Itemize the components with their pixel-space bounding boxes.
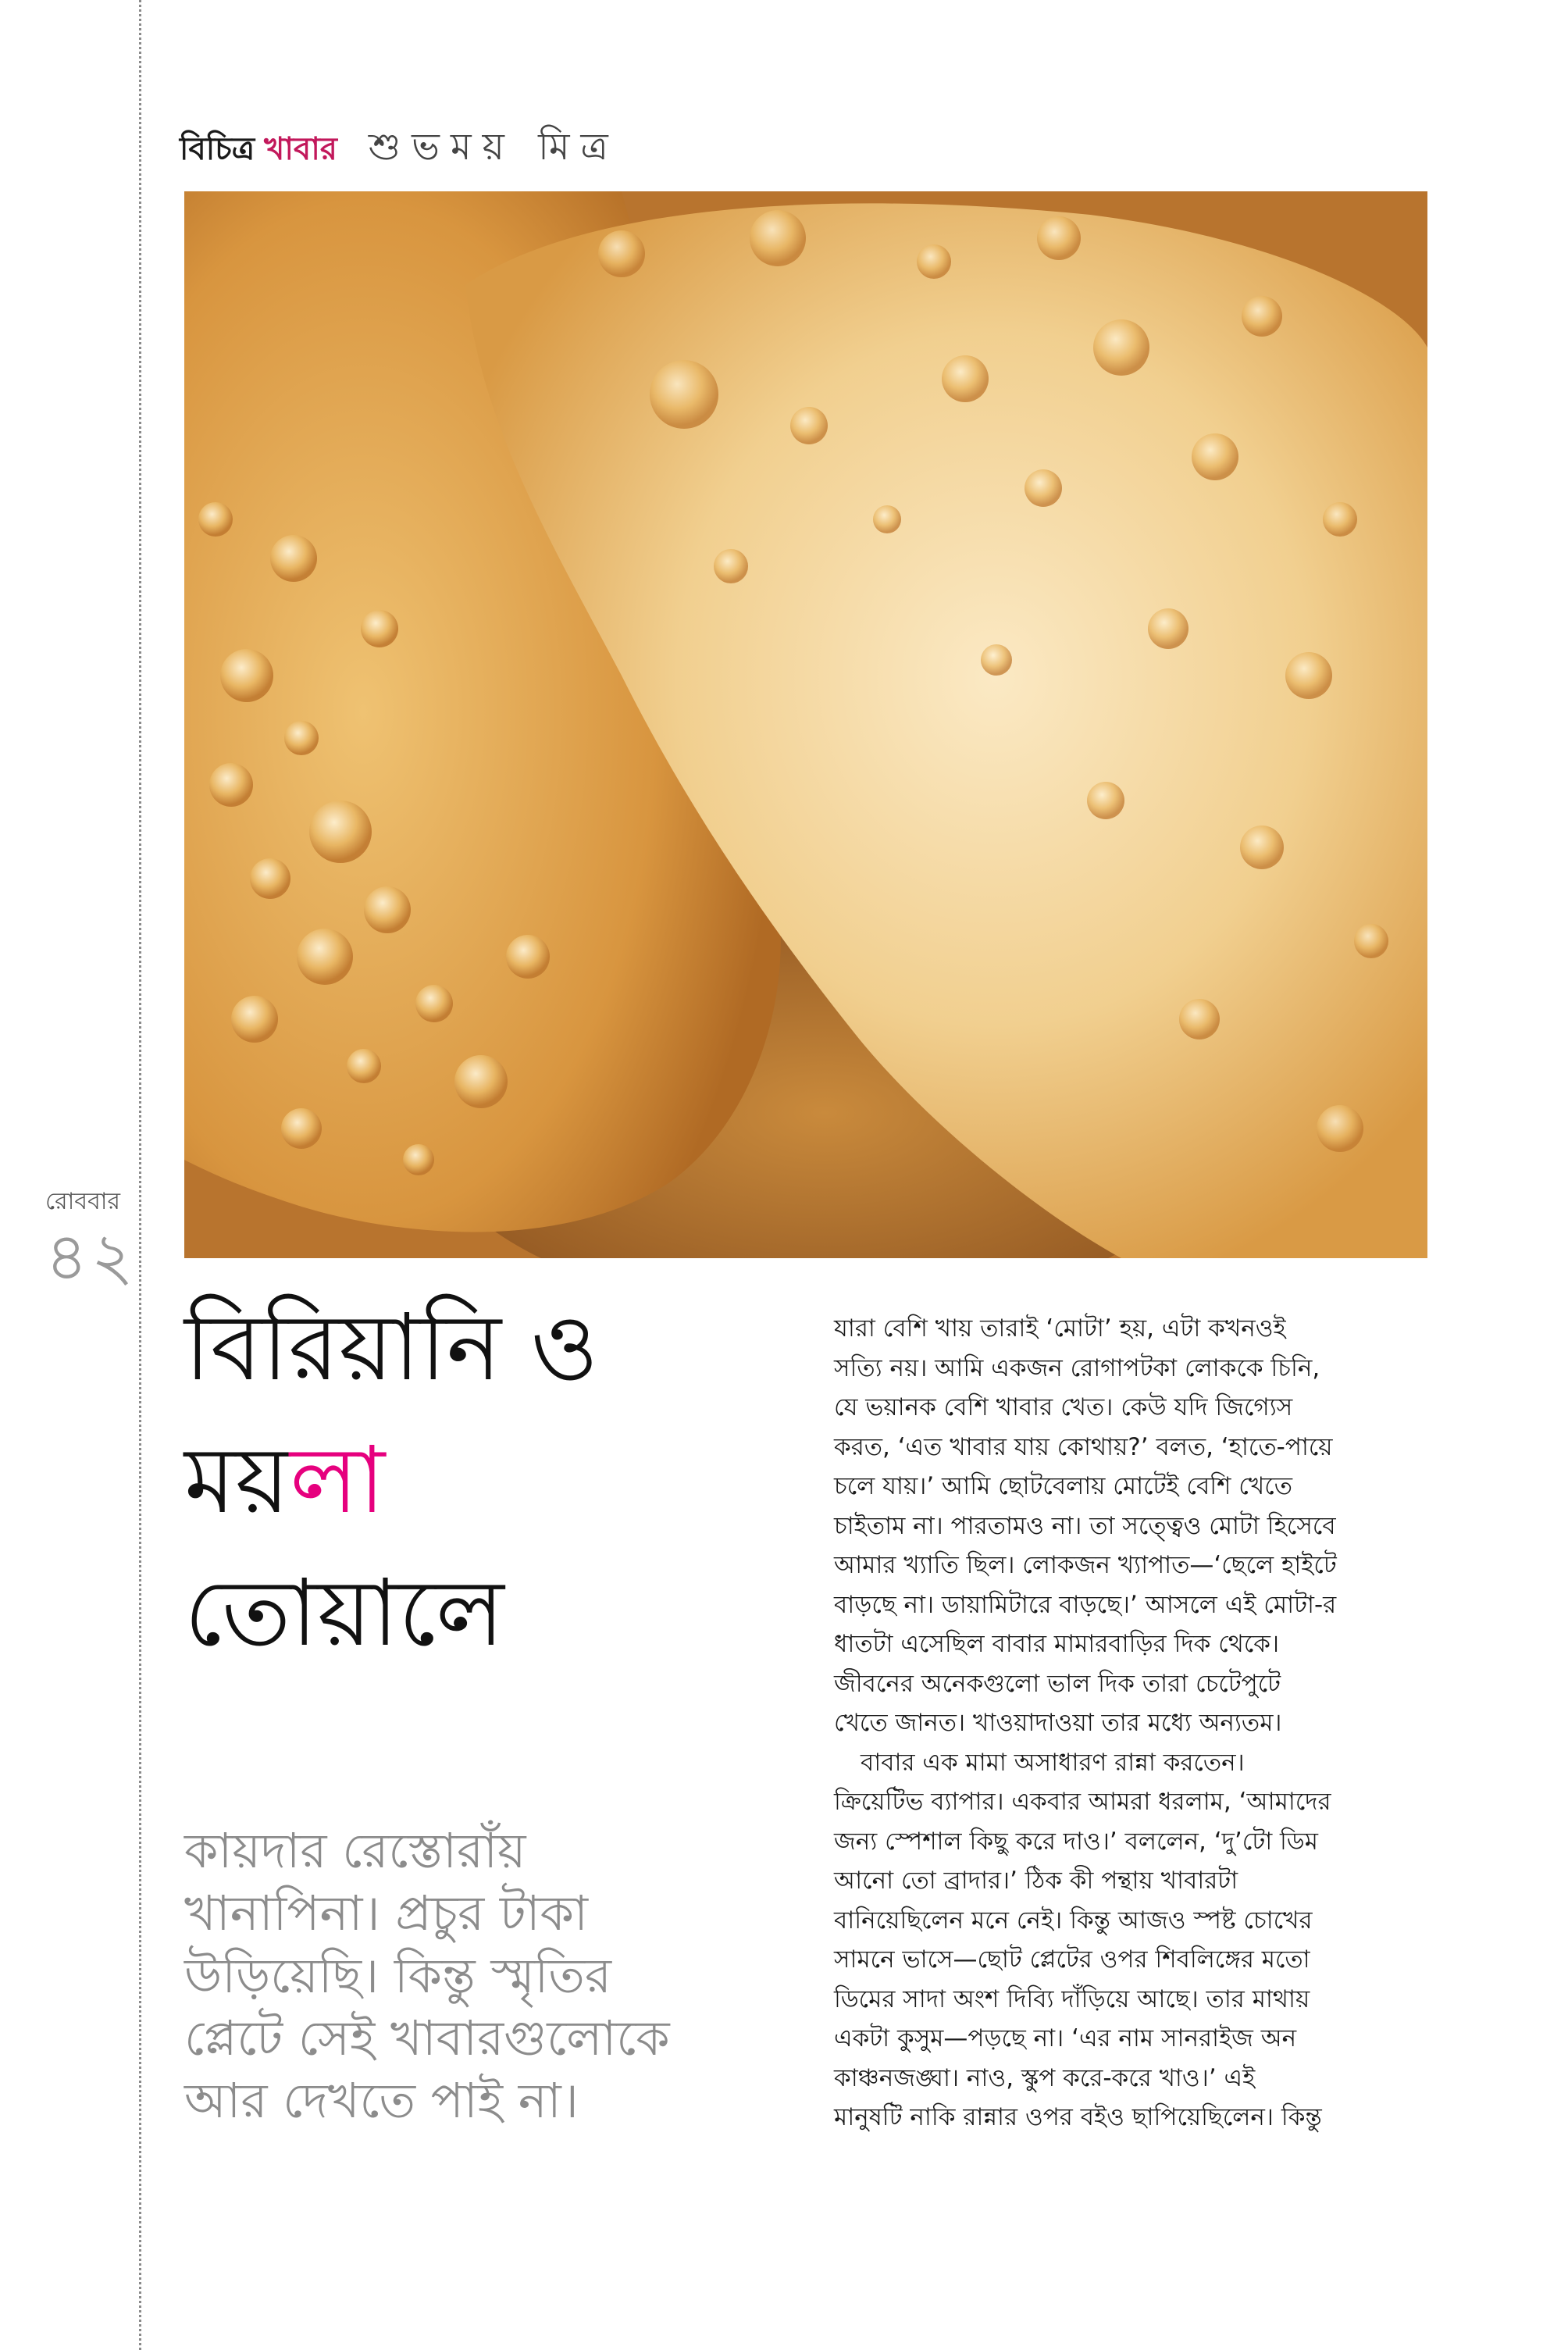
headline-line-2 [184,1414,778,1546]
body-line: করত, ‘এত খাবার যায় কোথায়?’ বলত, ‘হাতে-পায়ে [834,1432,1333,1461]
body-line: ক্রিয়েটিভ ব্যাপার। একবার আমরা ধরলাম, ‘আমাদের [834,1788,1331,1816]
body-line: সত্যি নয়। আমি একজন রোগাপটকা লোককে চিনি, [834,1353,1320,1382]
body-line: কাঞ্চনজঙ্ঘা। নাও, স্কুপ করে-করে খাও।’ এই [834,2063,1256,2092]
standfirst-line: প্লেটে সেই খাবারগুলোকে [184,2009,670,2067]
standfirst-line: খানাপিনা। প্রচুর টাকা [184,1885,589,1942]
headline-line-2-accent: লা [290,1426,386,1534]
page-number: ৪২ [45,1218,137,1295]
body-line: জীবনের অনেকগুলো ভাল দিক তারা চেটেপুটে [834,1669,1281,1698]
headline [184,1281,778,1679]
author-name: শুভময় মিত্র [368,125,619,169]
magazine-name: রোববার [45,1188,120,1215]
standfirst-line: উড়িয়েছি। কিন্তু স্মৃতির [184,1947,612,2004]
standfirst-line: কায়দার রেস্তোরাঁয় [184,1822,526,1879]
article-body [834,1309,1427,2138]
body-line: ডিমের সাদা অংশ দিব্যি দাঁড়িয়ে আছে। তার মাথায় [834,1984,1310,2013]
series-label: বিচিত্র [180,131,255,167]
body-line: বাড়ছে না। ডায়ামিটারে বাড়ছে।’ আসলে এই মোটা-র [834,1590,1337,1619]
series-label-accent: খাবার [264,131,337,167]
folio [45,1182,162,1295]
headline-line-3: তোয়ালে [184,1559,504,1667]
headline-line-2-plain: ময় [184,1426,290,1534]
body-line: যারা বেশি খায় তারাই ‘মোটা’ হয়, এটা কখনওই [834,1314,1286,1343]
fried-bread-image [184,191,1427,1258]
body-line: বানিয়েছিলেন মনে নেই। কিন্তু আজও স্পষ্ট চোখের [834,1906,1313,1935]
body-line: চলে যায়।’ আমি ছোটবেলায় মোটেই বেশি খেতে [834,1472,1292,1500]
fold-dotted-line [139,0,141,2350]
body-line-paragraph-start: বাবার এক মামা অসাধারণ রান্না করতেন। [861,1748,1245,1777]
body-line: যে ভয়ানক বেশি খাবার খেত। কেউ যদি জিগ্যেস [834,1393,1293,1421]
body-line: মানুষটি নাকি রান্নার ওপর বইও ছাপিয়েছিলেন। কিন্তু [834,2103,1322,2131]
standfirst-line: আর দেখতে পাই না। [184,2072,579,2129]
standfirst [184,1820,793,2132]
body-line: আমার খ্যাতি ছিল। লোকজন খ্যাপাত—‘ছেলে হাইটে [834,1551,1337,1579]
headline-line-1: বিরিয়ানি ও [184,1293,599,1401]
body-line: সামনে ভাসে—ছোট প্লেটের ওপর শিবলিঙ্গের মতো [834,1945,1310,1974]
body-line: ধাতটা এসেছিল বাবার মামারবাড়ির দিক থেকে। [834,1630,1280,1658]
body-line: খেতে জানত। খাওয়াদাওয়া তার মধ্যে অন্যতম। [834,1709,1282,1737]
page-header [180,119,619,181]
body-line: একটা কুসুম—পড়ছে না। ‘এর নাম সানরাইজ অন [834,2024,1297,2052]
food-photo [184,191,1427,1258]
body-line: আনো তো ব্রাদার।’ ঠিক কী পন্থায় খাবারটা [834,1867,1238,1895]
body-line: চাইতাম না। পারতামও না। তা সত্ত্বেও মোটা হিসেবে [834,1511,1336,1540]
body-line: জন্য স্পেশাল কিছু করে দাও।’ বললেন, ‘দু’টো ডিম [834,1827,1318,1856]
